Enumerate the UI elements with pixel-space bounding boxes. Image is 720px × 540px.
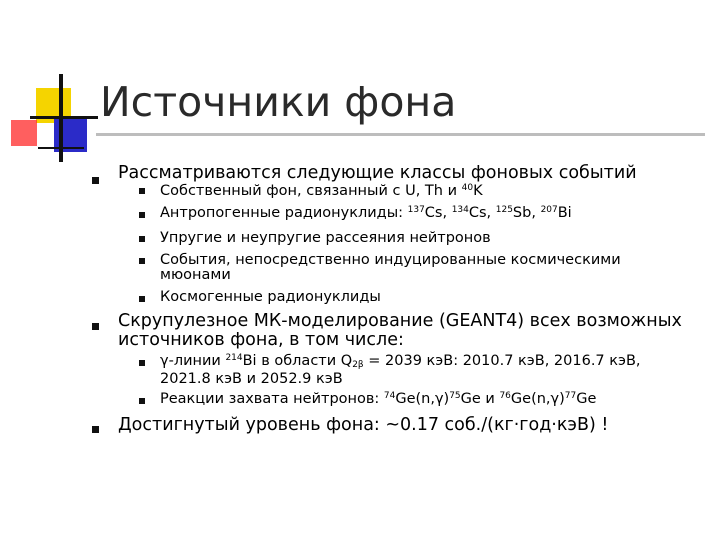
logo-horizontal-line [30,116,98,119]
bullet-2-line1: Скрупулезное МК-моделирование (GEANT4) всех возможных [118,311,682,331]
bullet-3-text: Достигнутый уровень фона: ~0.17 соб./(кг·год·кэВ) ! [118,415,609,435]
bullet-marker [92,323,99,330]
sub-bullet-marker [139,360,145,366]
sub-bullet-1-4-line1: События, непосредственно индуцированные космическими [160,252,621,268]
slide-logo [0,0,110,170]
bullet-2-line2: источников фона, в том числе: [118,330,404,350]
sub-bullet-2-2: Реакции захвата нейтронов: $^{74}Ge(n,\gamma)^{75}Ge$ и $^{76}Ge(n,\gamma)^{77}Ge$ [160,391,597,407]
bullet-marker [92,426,99,433]
bullet-marker [92,177,99,184]
logo-horizontal-line-lower [38,147,84,149]
sub-bullet-marker [139,296,145,302]
title-underline [96,133,705,136]
sub-bullet-marker [139,258,145,264]
sub-bullet-marker [139,188,145,194]
sub-bullet-1-2: Антропогенные радионуклиды: $^{137}$Cs, $^{134}$Cs, $^{125}$Sb, $^{207}$Bi [160,205,572,221]
bullet-1-text: Рассматриваются следующие классы фоновых событий [118,163,637,183]
logo-red-square [11,120,37,146]
sub-bullet-marker [139,398,145,404]
sub-bullet-marker [139,212,145,218]
sub-bullet-2-1-line2: 2021.8 кэВ и 2052.9 кэВ [160,371,343,387]
slide-title: Источники фона [100,78,457,126]
sub-bullet-1-4-line2: мюонами [160,267,231,283]
sub-bullet-1-5: Космогенные радионуклиды [160,289,381,305]
sub-bullet-1-1: Собственный фон, связанный с U, Th и $^{40}$K [160,183,483,199]
sub-bullet-marker [139,236,145,242]
sub-bullet-2-1-line1: γ-линии $^{214}$Bi в области $Q_{2\beta} = 2039$ кэВ: 2010.7 кэВ, 2016.7 кэВ, [160,353,641,371]
sub-bullet-1-3: Упругие и неупругие рассеяния нейтронов [160,230,491,246]
